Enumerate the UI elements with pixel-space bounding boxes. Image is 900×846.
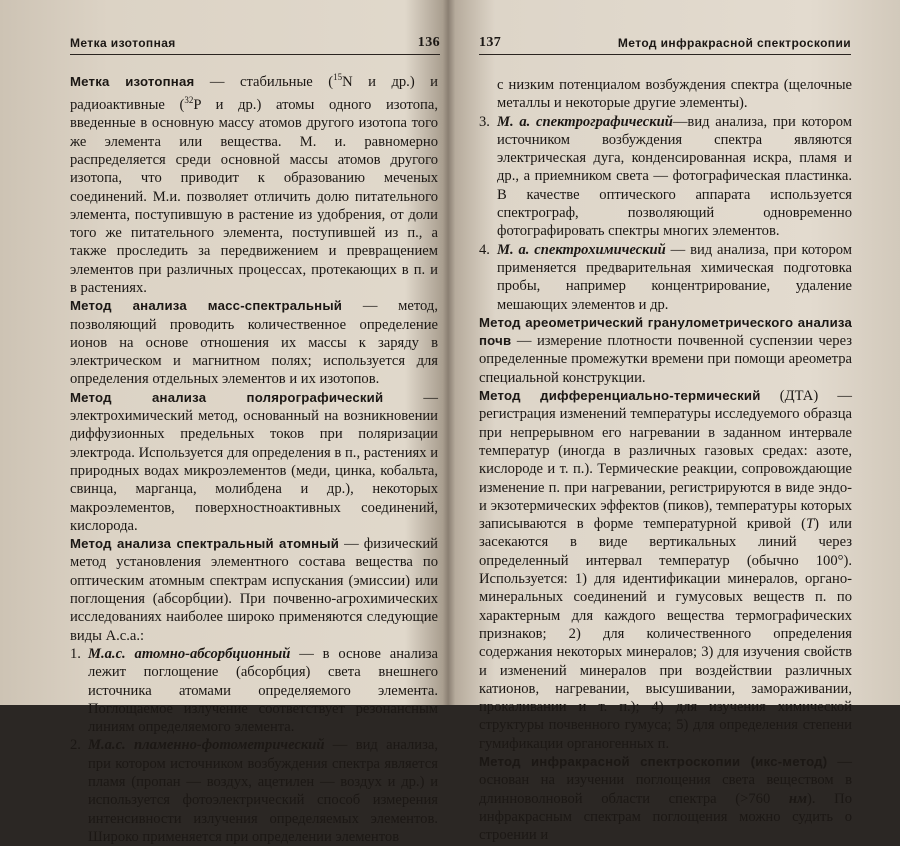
entry-spectral-atomic: Метод анализа спектральный атомный — физический метод установления элементного состава вещества по оптическим атомным спектрам испускания (эмиссии) или поглощения (абсорбции). При почвенно-агрохимических исследованиях наиболее широко применяются следующие виды А.с.а.: <box>70 536 438 644</box>
right-page-text <box>479 76 852 844</box>
entry-headword: Метод анализа масс-спектральный <box>70 298 343 314</box>
left-page-text <box>70 68 438 846</box>
entry-headword: Метод дифференциально-термический <box>479 388 761 404</box>
right-running-head <box>479 36 851 55</box>
left-running-head-title: Метка изотопная <box>70 36 176 50</box>
list-term: М. а. спектрохимический <box>497 241 666 258</box>
list-term: М. а. спектрографический <box>497 113 673 130</box>
list-item-4: 4. М. а. спектрохимический — вид анализа, при котором применяется предварительная химическая подготовка пробы, например концентрирование, удаление мешающих элементов и др. <box>479 241 853 313</box>
left-running-head <box>70 36 440 55</box>
entry-headword: Метод анализа спектральный атомный <box>70 536 340 552</box>
list-item-1: 1. М.а.с. атомно-абсорбционный — в основе анализа лежит поглощение (абсорбция) света внешнего источника атомами определяемого элемента. Поглощаемое излучение соответствует резонансным линиям определяемого элемента. <box>70 645 438 736</box>
entry-headword: Метод ареометрический гранулометрического анализа почв <box>479 314 852 349</box>
list-term: М.а.с. пламенно-фотометрический <box>88 737 325 754</box>
entry-izotopnaya: Метка изотопная — стабильные ($^{15}$N и др.) и радиоактивные ($^{32}$P и др.) атомы одного изотопа, введенные в основную массу атомов другого изотопа того же элемента или вещества. М. и. равномерно распределяется среди основной массы атомов другого изотопа, что приводит к образованию меченых соединений. М.и. позволяет отличить долю питательного элемента, поступившую в растение из удобрения, от доли того же питательного элемента, поступившей из п., а также проследить за передвижением и превращением элементов при различных процессах, протекающих в п. и в растениях. <box>70 72 438 296</box>
entry-mass-spectral: Метод анализа масс-спектральный — метод, позволяющий проводить количественное определение ионов на основе отношения их массы к заряду в электрическом и магнитном полях; используется для определения отдельных элементов и их изотопов. <box>70 298 438 388</box>
list-term: М.а.с. атомно-абсорбционный <box>88 645 291 662</box>
list-item-3: 3. М. а. спектрографический—вид анализа, при котором источником возбуждения спектра являются электрическая дуга, конденсированная искра, пламя и др., а приемником света — фотографическая пластинка. В качестве оптического аппарата используется спектрограф, позволяющий одновременно фотографировать спектры многих элементов. <box>479 113 852 240</box>
entry-headword: Метка изотопная <box>70 73 195 89</box>
left-page-number: 136 <box>417 35 440 50</box>
entry-headword: Метод анализа полярографический <box>70 389 384 405</box>
right-page <box>451 0 900 844</box>
right-page-number: 137 <box>479 35 502 50</box>
entry-polarographic: Метод анализа полярографический — электрохимический метод, основанный на возникновении диффузионных предельных токов при поляризации электрода. Используется для определения в п., растениях и природных водах микроэлементов (меди, цинка, кобальта, свинца, марганца, молибдена и др.), некоторых макроэлементов, поверхностноактивных соединений, кислорода. <box>70 389 438 534</box>
entry-infrared: Метод инфракрасной спектроскопии (икс-метод) — основан на изучении поглощения света веществом в длинноволновой области спектра (>760 нм). По инфракрасным спектрам поглощения можно судить о строении и <box>479 753 852 844</box>
entry-headword: Метод инфракрасной спектроскопии (икс-метод) <box>479 753 828 769</box>
entry-areometric: Метод ареометрический гранулометрического анализа почв — измерение плотности почвенной суспензии через определенные промежутки времени при помощи ареометра специальной конструкции. <box>479 314 852 386</box>
left-page <box>0 0 449 845</box>
right-running-head-title: Метод инфракрасной спектроскопии <box>617 36 851 50</box>
entry-dta: Метод дифференциально-термический (ДТА) — регистрация изменений температуры исследуемого образца при непрерывном его нагревании в заданном интервале температур (иногда в различных газовых средах: азоте, кислороде и т. п.). Термические реакции, сопровождающие изменение п. при нагревании, регистрируются в виде эндо- и экзотермических эффектов (пиков), температуры которых записываются в форме температурной кривой (T) или засекаются в виде вертикальных линий через определенный интервал температур (обычно 100°). Используется: 1) для идентификации минералов, органо-минеральных соединений и гумусовых веществ п. по характерным для каждого вещества термографических признаков; 2) для количественного определения содержания некоторых минералов; 3) для изучения свойств и изменений минералов при воздействии различных катионов, нагревании, высушивании, замораживании, прокаливании и т. п.); 4) для изучения химической структуры почвенного гумуса; 5) для определения степени гумификации органогенных п. <box>479 388 852 752</box>
continuation-text: с низким потенциалом возбуждения спектра (щелочные металлы и некоторые другие элементы). <box>497 77 852 112</box>
list-item-2: 2. М.а.с. пламенно-фотометрический — вид анализа, при котором источником возбуждения спектра является пламя (пропан — воздух, ацетилен — воздух и др.) и используется фотоэлектрический способ измерения интенсивности излучения определяемых элементов. Широко применяется при определении элементов <box>70 737 438 845</box>
